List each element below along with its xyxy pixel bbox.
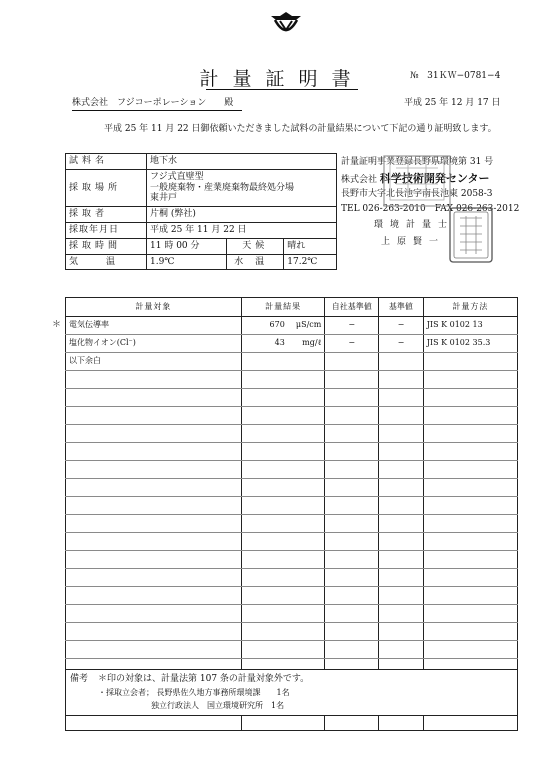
water-temp-label: 水温 (227, 254, 284, 270)
result-cell (241, 335, 325, 353)
table-header-row (66, 298, 518, 317)
standard-cell: − (379, 335, 424, 353)
document-title: 計量証明書 (199, 68, 365, 90)
time-label: 採取時間 (66, 238, 147, 254)
table-row (66, 443, 518, 461)
location-row (66, 169, 337, 206)
result-value: 670 (269, 320, 285, 330)
remarks-box (65, 669, 518, 716)
time-weather-row (66, 238, 337, 254)
table-row (66, 515, 518, 533)
table-row (66, 317, 518, 335)
issuer-role: 環境計量士 (374, 220, 455, 230)
item-cell: 塩化物イオン(Cl⁻) (66, 335, 242, 353)
table-row (66, 497, 518, 515)
collector-value: 片桐 (弊社) (147, 207, 337, 223)
table-row (66, 407, 518, 425)
location-label: 採取場所 (66, 169, 147, 206)
asterisk-mark: ＊ (52, 320, 62, 330)
client-underline (72, 110, 242, 111)
issuer-address: 長野市大字北長池字南長池東 2058-3 (341, 189, 493, 199)
date-label: 採取年月日 (66, 222, 147, 238)
weather-value: 晴れ (284, 238, 337, 254)
sample-info-table (65, 153, 337, 270)
temperature-row (66, 254, 337, 270)
date-value: 平成 25 年 11 月 22 日 (147, 222, 337, 238)
table-row (66, 353, 518, 371)
table-row (66, 533, 518, 551)
table-row (66, 389, 518, 407)
location-line: フジ式直壁型 (150, 171, 204, 182)
remarks-line-2 (98, 688, 290, 698)
header-cell: 計量方法 (423, 298, 517, 317)
table-row (66, 569, 518, 587)
weather-label: 天候 (227, 238, 284, 254)
measurement-table (65, 297, 518, 731)
intro-text: 平成 25 年 11 月 22 日御依頼いただきました試料の計量結果について下記の通り証明致します。 (104, 124, 497, 134)
location-line: 一般廃棄物・産業廃棄物最終処分場 (150, 182, 295, 193)
collector-row (66, 207, 337, 223)
sample-value: 地下水 (147, 154, 337, 170)
document-number (410, 71, 500, 82)
air-temp-label: 気温 (66, 254, 147, 270)
table-row (66, 461, 518, 479)
table-row (66, 479, 518, 497)
table-row (66, 425, 518, 443)
logo-emblem-icon (268, 10, 304, 36)
header-cell: 計量対象 (66, 298, 242, 317)
table-row (66, 335, 518, 353)
issuer-company-name: 科学技術開発センター (379, 172, 490, 185)
client-name: 株式会社 フジコーポレーション 殿 (72, 98, 234, 108)
remarks-witness-label: ・採取立会者； (98, 688, 154, 697)
remarks-line-3: 独立行政法人 国立環境研究所 1名 (151, 701, 285, 710)
own-standard-cell: − (325, 335, 379, 353)
item-cell: 電気伝導率 (66, 317, 242, 335)
standard-cell: − (379, 317, 424, 335)
company-stamp-icon (382, 154, 452, 208)
issuer-person: 上原賢一 (381, 237, 446, 247)
number-label: № (410, 71, 419, 81)
table-row (66, 641, 518, 659)
result-value: 43 (274, 338, 285, 348)
result-cell (241, 317, 325, 335)
header-cell: 自社基準値 (325, 298, 379, 317)
issuer-tel-fax: TEL 026-263-2010 FAX 026-263-2012 (341, 204, 520, 214)
table-row (66, 623, 518, 641)
sample-row (66, 154, 337, 170)
sample-label: 試料名 (66, 154, 147, 170)
own-standard-cell: − (325, 317, 379, 335)
remarks-line-1: ＊印の対象は、計量法第 107 条の計量対象外です。 (98, 674, 310, 684)
method-cell: JIS K 0102 35.3 (423, 335, 517, 353)
header-cell: 基準値 (379, 298, 424, 317)
table-row (66, 587, 518, 605)
header-cell: 計量結果 (241, 298, 325, 317)
title-underline (206, 89, 358, 90)
item-cell: 以下余白 (66, 353, 242, 371)
water-temp-value: 17.2℃ (284, 254, 337, 270)
table-row (66, 551, 518, 569)
table-row (66, 605, 518, 623)
location-line: 東井戸 (150, 193, 178, 204)
result-unit: mg/ℓ (302, 338, 322, 348)
number-value: 31ＫＷ−0781−4 (427, 71, 501, 81)
remarks-label: 備考 (70, 674, 89, 684)
issue-date: 平成 25 年 12 月 17 日 (404, 98, 501, 108)
location-value (147, 169, 337, 206)
collector-label: 採取者 (66, 207, 147, 223)
personal-seal-icon (448, 206, 494, 264)
remarks-witness-1: 長野県佐久地方事務所環境課 1名 (156, 688, 290, 697)
issuer-registration: 計量証明事業登録長野県環境第 31 号 (341, 157, 494, 167)
air-temp-value: 1.9℃ (147, 254, 227, 270)
table-row (66, 371, 518, 389)
time-value: 11 時 00 分 (147, 238, 227, 254)
date-row (66, 222, 337, 238)
result-unit: μS/cm (295, 320, 322, 330)
issuer-company-prefix: 株式会社 (341, 175, 378, 185)
method-cell: JIS K 0102 13 (423, 317, 517, 335)
